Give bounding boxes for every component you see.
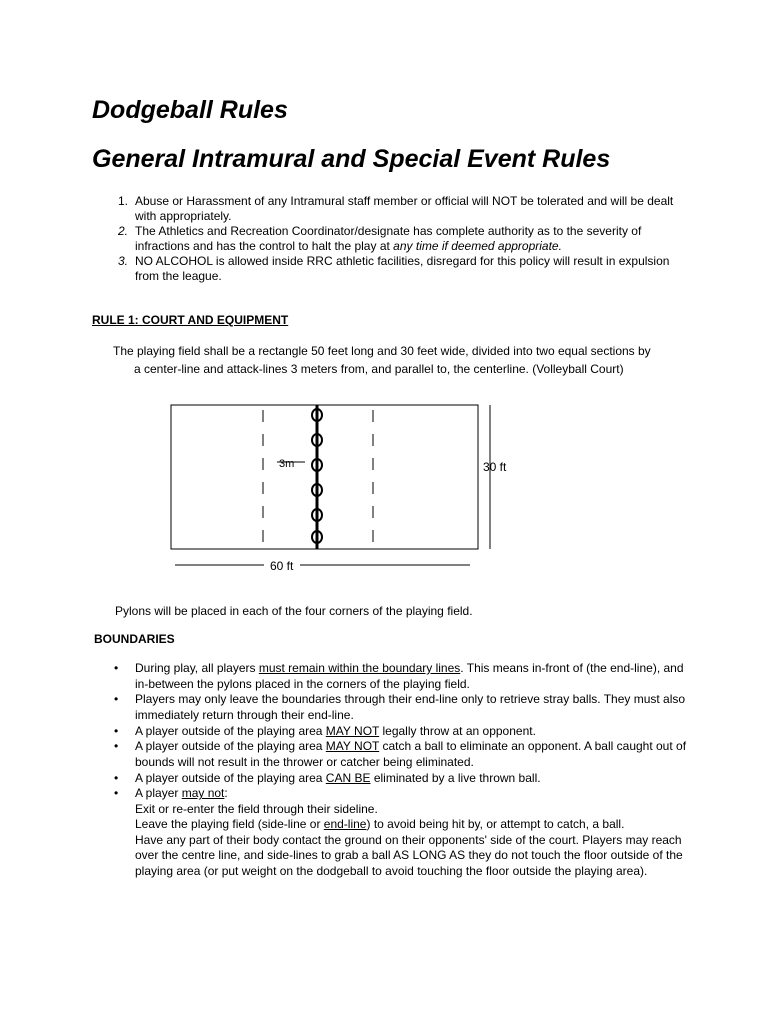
list-item-subline: Have any part of their body contact the ground on their opponents' side of the court. Players may reach over the centre line, and side-lines to grab a ball AS LONG AS they do not touch the floor outside of the playing area (or put weight on the dodgeball to avoid touching the floor outside the playing area). (135, 832, 683, 878)
label-3m: 3m (279, 458, 295, 470)
court-description-line1: The playing field shall be a rectangle 50 feet long and 30 feet wide, divided into two equal sections by (113, 344, 651, 358)
list-item-underlined-text: MAY NOT (325, 739, 380, 754)
list-item-text: . This means in-front of (the end-line), and in-between the pylons placed in the corners of the playing field. (135, 661, 684, 691)
bullet: • (114, 770, 119, 785)
list-item-subline: Leave the playing field (side-line or (135, 817, 324, 832)
list-item-text: Players may only leave the boundaries through their end-line only to retrieve stray balls. They must also immediately return through their end-line. (135, 692, 686, 722)
boundaries-heading: BOUNDARIES (94, 632, 175, 646)
page-title: Dodgeball Rules (92, 96, 288, 124)
list-item-underlined-text: CAN BE (325, 770, 371, 785)
boundaries-list (112, 661, 687, 880)
list-item-text: legally throw at an opponent. (379, 723, 536, 738)
list-item (112, 786, 687, 879)
pylons-text: Pylons will be placed in each of the four corners of the playing field. (115, 604, 473, 618)
list-item-text: NO ALCOHOL is allowed inside RRC athletic facilities, disregard for this policy will result in expulsion from the league. (135, 254, 670, 283)
list-item-text: A player outside of the playing area (135, 739, 326, 754)
bullet: • (114, 786, 119, 801)
list-item-text: The Athletics and Recreation Coordinator/designate has complete authority as to the severity of infractions and has the control to halt the play at (135, 224, 642, 253)
bullet: • (114, 739, 119, 754)
list-item (112, 724, 687, 740)
list-item-underlined-text: may not (181, 786, 225, 801)
list-item-subline: ) to avoid being hit by, or attempt to catch, a ball. (366, 817, 625, 832)
list-item-underlined-text: must remain within the boundary lines (258, 661, 461, 675)
list-item-underlined-text: MAY NOT (325, 723, 380, 738)
list-item-subline: Exit or re-enter the field through their sideline. (135, 801, 378, 816)
list-item-text: A player outside of the playing area (135, 770, 326, 785)
list-item-text: eliminated by a live thrown ball. (370, 770, 541, 785)
list-number: 1. (117, 194, 128, 208)
label-60ft: 60 ft (270, 559, 294, 573)
list-item (112, 692, 687, 723)
bullet: • (114, 723, 119, 738)
label-30ft: 30 ft (483, 460, 507, 474)
list-item (112, 771, 687, 787)
list-item-italic-text: any time if deemed appropriate. (393, 239, 562, 253)
list-item-text: catch a ball to eliminate an opponent. A ball caught out of bounds will not result in the thrower or catcher being eliminated. (135, 739, 687, 769)
bullet: • (114, 661, 119, 675)
list-item-text: : (224, 786, 228, 801)
list-item-text: A player (135, 786, 182, 801)
court-outline (171, 405, 478, 549)
list-item (112, 661, 687, 692)
list-number: 2. (117, 224, 128, 238)
list-item-text: A player outside of the playing area (135, 723, 326, 738)
list-item (112, 739, 687, 770)
bullet: • (114, 692, 119, 707)
rule1-heading: RULE 1: COURT AND EQUIPMENT (92, 313, 289, 327)
page-subtitle: General Intramural and Special Event Rules (92, 145, 611, 173)
list-item-underlined-text: end-line (323, 817, 367, 832)
list-item-text: During play, all players (135, 661, 259, 675)
list-number: 3. (117, 254, 128, 268)
list-item-text: Abuse or Harassment of any Intramural staff member or official will NOT be tolerated and will be dealt with appropriately. (135, 194, 674, 223)
court-description-line2: a center-line and attack-lines 3 meters from, and parallel to, the centerline. (Volleyball Court) (134, 362, 624, 376)
